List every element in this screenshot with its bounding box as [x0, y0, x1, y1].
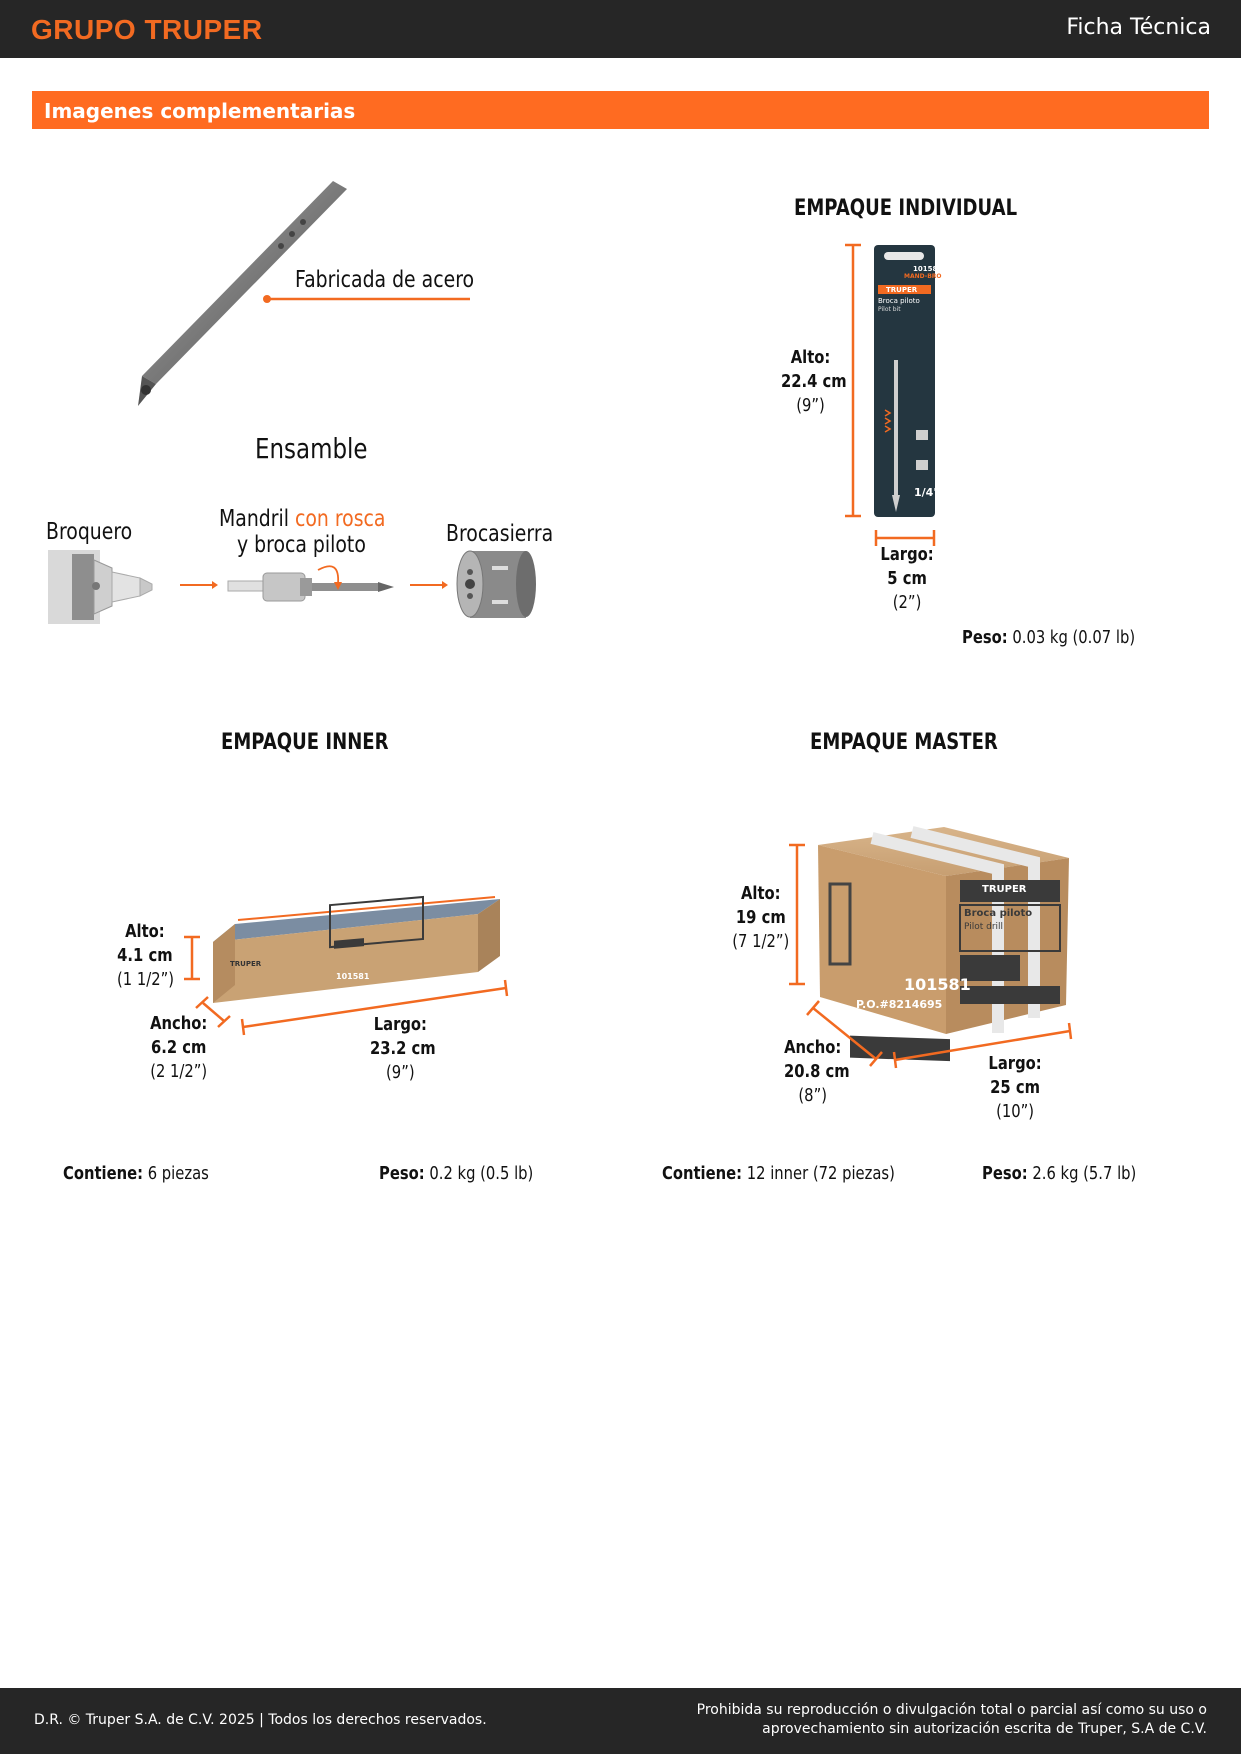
master-box-brand: TRUPER — [982, 884, 1027, 895]
inner-length-label — [370, 1013, 436, 1085]
assembly-title: Ensamble — [255, 432, 368, 465]
inner-alto-cm: 4.1 cm — [117, 945, 173, 966]
master-ancho-in: (8”) — [798, 1085, 827, 1106]
footer-legal-line-2: aprovechamiento sin autorización escrita de Truper, S.A de C.V. — [762, 1721, 1207, 1737]
individual-title: EMPAQUE INDIVIDUAL — [794, 196, 1018, 221]
inner-weight — [379, 1163, 533, 1184]
inner-ancho-in: (2 1/2”) — [150, 1061, 208, 1082]
master-contiene-label: Contiene: — [662, 1163, 743, 1184]
individual-peso-label: Peso: — [962, 627, 1008, 648]
arbor-label — [219, 506, 385, 532]
individual-weight — [962, 627, 1135, 648]
master-largo-label: Largo: — [988, 1053, 1042, 1074]
chuck-image — [48, 550, 152, 624]
master-box-image — [818, 827, 1069, 1061]
master-peso-value: 2.6 kg (5.7 lb) — [1032, 1163, 1137, 1184]
master-length-label — [988, 1052, 1042, 1124]
brand-logo: GRUPO TRUPER — [31, 14, 263, 45]
master-box-code: 101581 — [904, 975, 971, 994]
master-title: EMPAQUE MASTER — [810, 730, 998, 755]
individual-peso-value: 0.03 kg (0.07 lb) — [1012, 627, 1136, 648]
inner-alto-in: (1 1/2”) — [117, 969, 175, 990]
inner-ancho-cm: 6.2 cm — [150, 1037, 207, 1058]
individual-largo-cm: 5 cm — [887, 568, 927, 589]
master-largo-in: (10”) — [996, 1101, 1035, 1122]
footer-legal-line-1: Prohibida su reproducción o divulgación total o parcial así como su uso o — [696, 1702, 1207, 1718]
inner-contents — [63, 1163, 209, 1184]
master-contents — [662, 1163, 895, 1184]
inner-peso-label: Peso: — [379, 1163, 425, 1184]
individual-height-dimension — [845, 245, 861, 516]
inner-box-brand: TRUPER — [230, 960, 262, 968]
master-box-name-es: Broca piloto — [964, 908, 1033, 919]
master-ancho-cm: 20.8 cm — [784, 1061, 850, 1082]
master-peso-label: Peso: — [982, 1163, 1028, 1184]
master-contiene-value: 12 inner (72 piezas) — [746, 1163, 895, 1184]
master-height-label — [728, 882, 794, 954]
inner-ancho-label: Ancho: — [150, 1013, 208, 1034]
card-model: MAND-BRO — [904, 273, 942, 280]
individual-largo-in: (2”) — [892, 592, 922, 613]
individual-alto-in: (9”) — [796, 395, 825, 416]
pilot-bit-image — [138, 181, 470, 406]
individual-largo-label: Largo: — [880, 544, 934, 565]
card-brand: TRUPER — [886, 286, 918, 294]
chuck-label: Broquero — [46, 519, 133, 545]
card-code: 101581 — [913, 265, 943, 273]
footer — [0, 1688, 1241, 1754]
master-ancho-label: Ancho: — [784, 1037, 842, 1058]
inner-largo-in: (9”) — [386, 1062, 415, 1083]
card-name-en: Pilot bit — [878, 306, 901, 313]
inner-alto-label: Alto: — [125, 921, 165, 942]
master-weight — [982, 1163, 1136, 1184]
card-name-es: Broca piloto — [878, 297, 920, 305]
card-size: 1/4" — [914, 486, 940, 499]
inner-height-dimension — [184, 937, 200, 979]
inner-box-image — [213, 897, 500, 1003]
inner-box-code: 101581 — [336, 972, 370, 981]
footer-copyright: D.R. © Truper S.A. de C.V. 2025 | Todos los derechos reservados. — [34, 1712, 487, 1728]
master-alto-in: (7 1/2”) — [732, 931, 790, 952]
inner-title: EMPAQUE INNER — [221, 730, 389, 755]
individual-height-label — [781, 346, 847, 418]
individual-width-label — [880, 543, 934, 615]
arbor-image — [228, 566, 394, 601]
master-box-name-en: Pilot drill — [964, 922, 1004, 932]
inner-largo-cm: 23.2 cm — [370, 1038, 436, 1059]
master-alto-label: Alto: — [741, 883, 781, 904]
master-width-label — [784, 1036, 850, 1108]
material-label: Fabricada de acero — [295, 267, 475, 293]
holesaw-image — [457, 551, 536, 618]
footer-legal — [647, 1701, 1207, 1739]
arbor-label-highlight: con rosca — [294, 506, 386, 532]
individual-alto-label: Alto: — [790, 347, 831, 368]
inner-contiene-value: 6 piezas — [147, 1163, 209, 1184]
inner-peso-value: 0.2 kg (0.5 lb) — [429, 1163, 534, 1184]
inner-height-label — [117, 920, 173, 992]
inner-largo-label: Largo: — [373, 1014, 427, 1035]
master-box-po: P.O.#8214695 — [856, 998, 943, 1011]
arbor-label-line-2: y broca piloto — [237, 532, 366, 558]
document-type: Ficha Técnica — [1066, 15, 1211, 40]
arbor-label-main: Mandril — [219, 506, 289, 532]
individual-alto-cm: 22.4 cm — [781, 371, 847, 392]
master-alto-cm: 19 cm — [735, 907, 786, 928]
holesaw-label: Brocasierra — [446, 521, 554, 547]
section-title: Imagenes complementarias — [44, 99, 356, 123]
inner-width-label — [150, 1012, 207, 1084]
inner-contiene-label: Contiene: — [63, 1163, 144, 1184]
master-largo-cm: 25 cm — [990, 1077, 1040, 1098]
